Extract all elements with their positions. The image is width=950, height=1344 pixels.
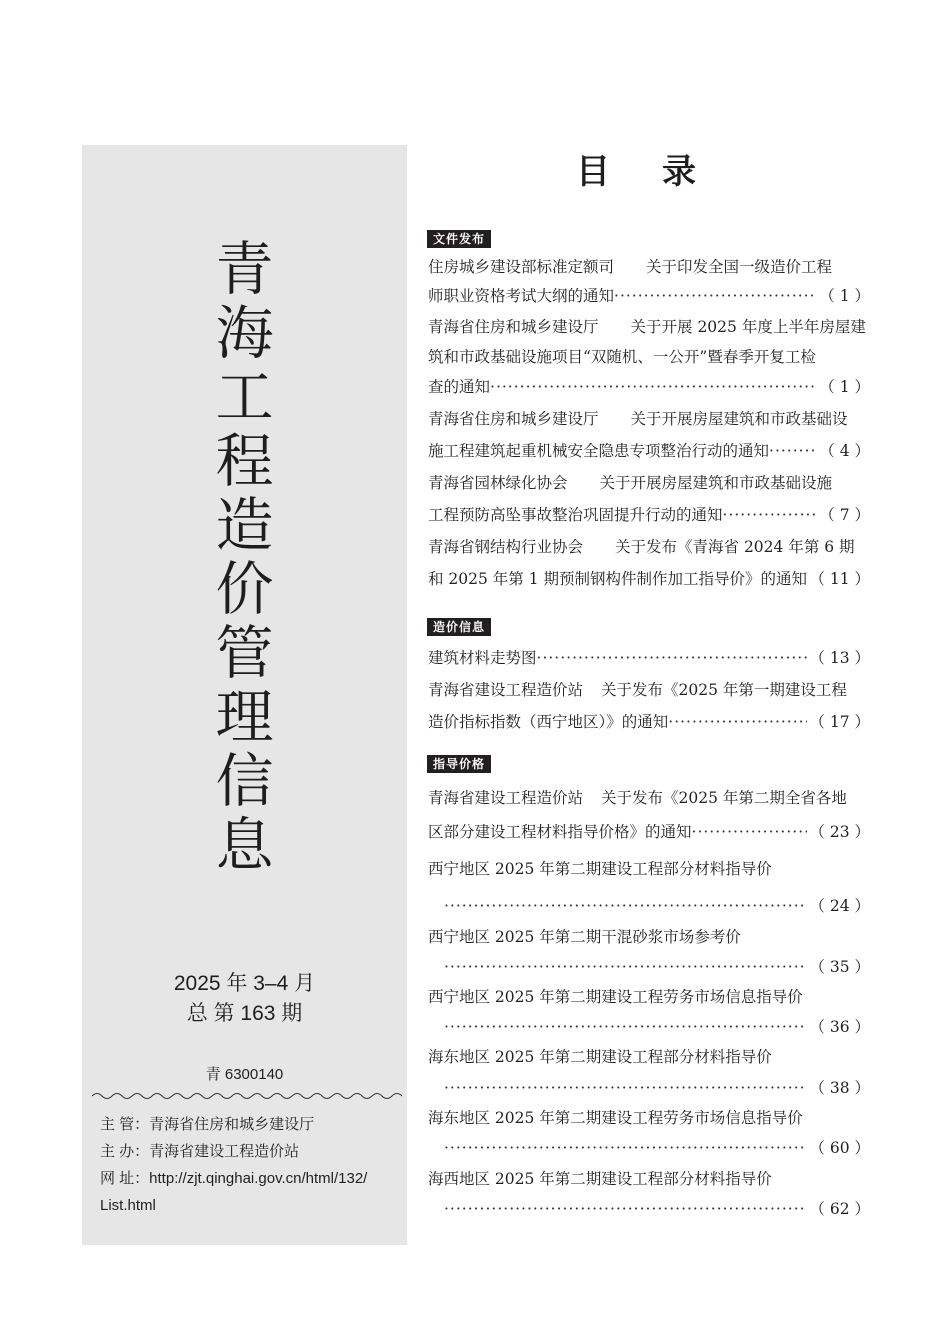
toc-page-number: （ 11 ）: [809, 570, 870, 588]
toc-text: 关于开展房屋建筑和市政基础设施: [599, 474, 833, 492]
toc-entry-line[interactable]: [428, 473, 870, 493]
leader-dots: [444, 1078, 807, 1098]
leader-dots: [444, 957, 807, 977]
leader-dots: [537, 648, 808, 668]
leader-dots: [769, 441, 817, 461]
toc-title: 目录: [576, 152, 748, 192]
wave-divider: [92, 1091, 402, 1101]
toc-entry-line[interactable]: [428, 537, 870, 557]
toc-page-number: （ 4 ）: [819, 442, 870, 460]
toc-text: 关于发布《2025 年第二期全省各地: [601, 789, 847, 807]
title-char: 管: [215, 619, 274, 687]
toc-entry-line[interactable]: 西宁地区 2025 年第二期建设工程劳务市场信息指导价: [428, 988, 803, 1006]
title-char: 信: [215, 747, 274, 815]
toc-entry-line[interactable]: [428, 648, 870, 668]
toc-entry-line[interactable]: 海东地区 2025 年第二期建设工程劳务市场信息指导价: [428, 1109, 803, 1127]
toc-entry-line[interactable]: [428, 569, 870, 589]
toc-text: 查的通知: [428, 378, 491, 396]
toc-org: 青海省钢结构行业协会: [428, 538, 584, 556]
toc-page-number: （ 60 ）: [809, 1139, 870, 1157]
toc-text: 关于发布《青海省 2024 年第 6 期: [615, 538, 855, 556]
toc-entry-line[interactable]: [428, 822, 870, 842]
leader-dots: [692, 822, 808, 842]
section-tag-guide-price: 指导价格: [427, 755, 491, 773]
section-tag-cost-info: 造价信息: [427, 618, 491, 636]
toc-entry-line[interactable]: 筑和市政基础设施项目“双随机、一公开”暨春季开复工检: [428, 348, 816, 366]
toc-page-number: （ 36 ）: [809, 1018, 870, 1036]
toc-entry-line[interactable]: [428, 441, 870, 461]
toc-entry-line[interactable]: [428, 788, 870, 808]
toc-page-number: （ 62 ）: [809, 1200, 870, 1218]
toc-entry-line[interactable]: [444, 1017, 870, 1037]
title-char: 程: [215, 427, 274, 495]
toc-entry-line[interactable]: [428, 409, 870, 429]
toc-entry-line[interactable]: 海东地区 2025 年第二期建设工程部分材料指导价: [428, 1048, 772, 1066]
website-label: 网 址：: [100, 1170, 150, 1187]
leader-dots: [490, 377, 817, 397]
toc-page-number: （ 17 ）: [809, 713, 870, 731]
toc-page-number: （ 1 ）: [819, 287, 870, 305]
toc-text: 施工程建筑起重机械安全隐患专项整治行动的通知: [428, 442, 770, 460]
toc-page-number: （ 13 ）: [809, 649, 870, 667]
journal-title: [82, 237, 407, 877]
leader-dots: [444, 1138, 807, 1158]
toc-text: 师职业资格考试大纲的通知: [428, 287, 615, 305]
toc-text: 关于印发全国一级造价工程: [646, 258, 833, 276]
toc-page-number: （ 38 ）: [809, 1079, 870, 1097]
leader-dots: [444, 1199, 807, 1219]
sponsor-line: [100, 1142, 299, 1162]
toc-entry-line[interactable]: 海西地区 2025 年第二期建设工程部分材料指导价: [428, 1170, 772, 1188]
toc-text: 关于发布《2025 年第一期建设工程: [601, 681, 847, 699]
toc-page-number: （ 35 ）: [809, 958, 870, 976]
toc-org: 青海省住房和城乡建设厅: [428, 410, 599, 428]
toc-text: 区部分建设工程材料指导价格》的通知: [428, 823, 692, 841]
toc-text: 建筑材料走势图: [428, 649, 537, 667]
toc-page-number: （ 24 ）: [809, 897, 870, 915]
sponsor-label: 主 办：: [100, 1143, 150, 1160]
leader-dots: [668, 712, 807, 732]
toc-entry-line[interactable]: [444, 957, 870, 977]
toc-entry-line[interactable]: [428, 257, 870, 277]
toc-entry-line[interactable]: [428, 286, 870, 306]
toc-page-number: （ 23 ）: [809, 823, 870, 841]
toc-entry-line[interactable]: [444, 1199, 870, 1219]
toc-org: 青海省建设工程造价站: [428, 789, 584, 807]
issue-total-number: 总 第 163 期: [186, 1002, 303, 1025]
title-char: 青: [215, 235, 274, 303]
leader-dots: [444, 896, 807, 916]
supervisor-value: 青海省住房和城乡建设厅: [149, 1116, 315, 1133]
supervisor-line: [100, 1115, 314, 1135]
toc-text: 关于开展 2025 年度上半年房屋建: [630, 318, 866, 336]
title-char: 造: [215, 491, 274, 559]
leader-dots: [723, 505, 818, 525]
toc-entry-line[interactable]: [428, 712, 870, 732]
title-char: 价: [215, 555, 274, 623]
toc-page-number: （ 7 ）: [819, 506, 870, 524]
toc-org: 青海省园林绿化协会: [428, 474, 568, 492]
toc-text: 工程预防高坠事故整治巩固提升行动的通知: [428, 506, 723, 524]
supervisor-label: 主 管：: [100, 1116, 150, 1133]
website-line: [100, 1169, 367, 1189]
sponsor-value: 青海省建设工程造价站: [149, 1143, 300, 1160]
toc-org: 青海省住房和城乡建设厅: [428, 318, 599, 336]
cover-info-panel: [82, 145, 407, 1245]
toc-org: 住房城乡建设部标准定额司: [428, 258, 615, 276]
leader-dots: [444, 1017, 807, 1037]
toc-text: 造价指标指数（西宁地区）》的通知: [428, 713, 669, 731]
leader-dots: [614, 286, 817, 306]
toc-entry-line[interactable]: 西宁地区 2025 年第二期建设工程部分材料指导价: [428, 860, 772, 878]
toc-entry-line[interactable]: [444, 1078, 870, 1098]
title-char: 理: [215, 683, 274, 751]
toc-text: 和 2025 年第 1 期预制钢构件制作加工指导价》的通知: [428, 570, 808, 588]
website-url[interactable]: http://zjt.qinghai.gov.cn/html/132/: [149, 1170, 368, 1187]
website-line-2[interactable]: List.html: [100, 1197, 156, 1214]
title-char: 海: [215, 299, 274, 367]
title-char: 工: [215, 363, 274, 431]
toc-org: 青海省建设工程造价站: [428, 681, 584, 699]
issue-date: 2025 年 3–4 月: [173, 972, 316, 995]
toc-entry-line[interactable]: [444, 1138, 870, 1158]
title-char: 息: [215, 811, 274, 879]
toc-entry-line[interactable]: [428, 505, 870, 525]
toc-entry-line[interactable]: [428, 680, 870, 700]
toc-entry-line[interactable]: [444, 896, 870, 916]
toc-page-number: （ 1 ）: [819, 378, 870, 396]
section-tag-file-release: 文件发布: [427, 230, 491, 248]
toc-entry-line[interactable]: [428, 317, 870, 337]
toc-text: 关于开展房屋建筑和市政基础设: [630, 410, 848, 428]
toc-entry-line[interactable]: 西宁地区 2025 年第二期干混砂浆市场参考价: [428, 928, 741, 946]
issn-number: 青 6300140: [205, 1066, 284, 1083]
toc-entry-line[interactable]: [428, 377, 870, 397]
